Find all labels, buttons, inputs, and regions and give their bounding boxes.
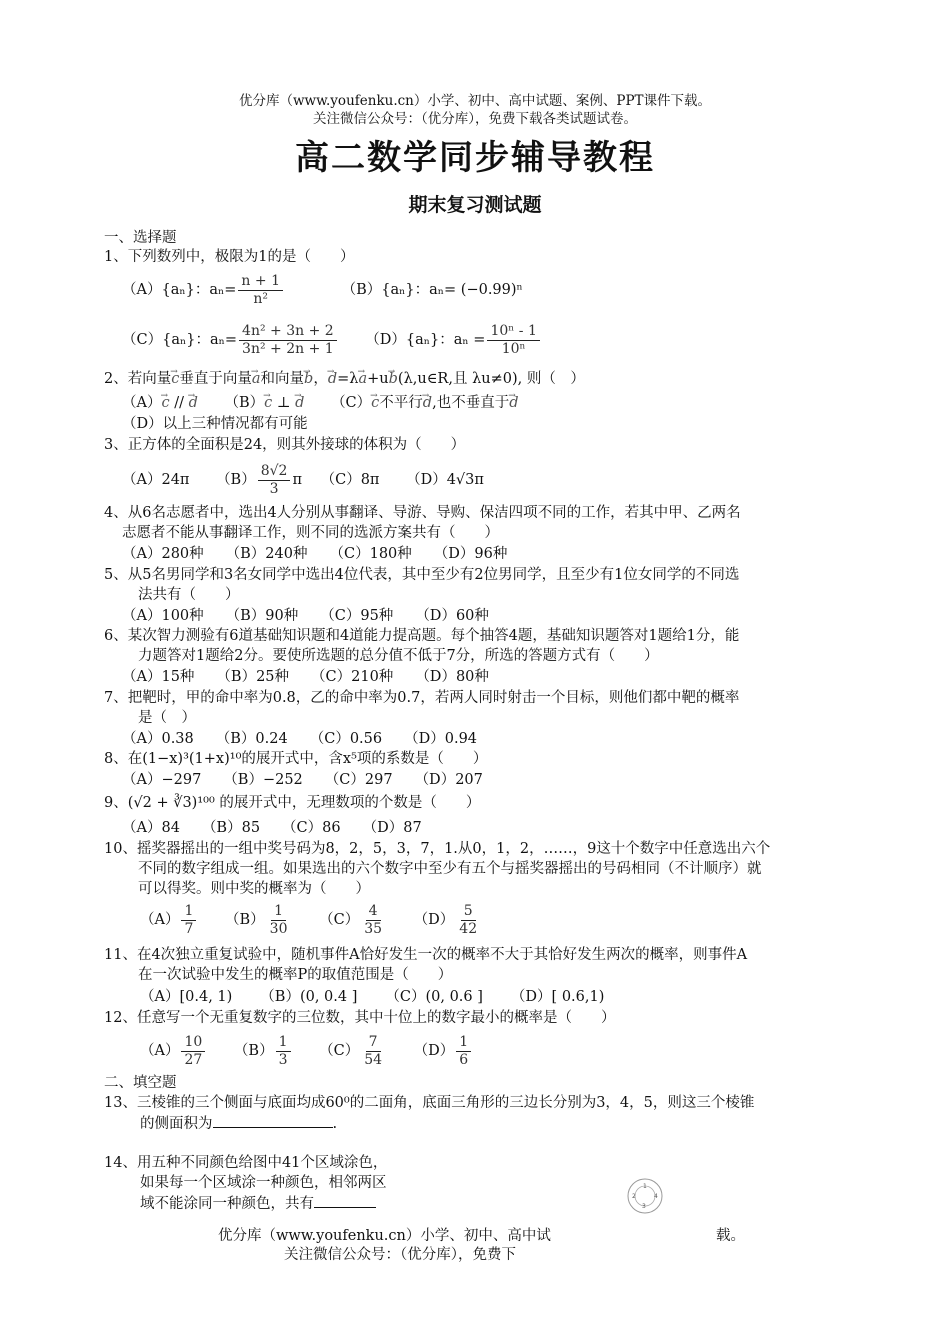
q1-b-option: （B）{aₙ}：aₙ= (−0.99)ⁿ — [341, 282, 523, 298]
header-line-2: 关注微信公众号：（优分库），免费下载各类试题试卷。 — [313, 111, 637, 127]
footer-line-1a: 优分库（www.youfenku.cn）小学、初中、高中试 — [218, 1228, 551, 1244]
q3-stem: 3、正方体的全面积是24，则其外接球的体积为（ ） — [104, 437, 466, 453]
q13-line2: 的侧面积为 . — [140, 1113, 337, 1134]
q14-line3: 域不能涂同一种颜色，共有 — [140, 1193, 376, 1214]
page-subtitle: 期末复习测试题 — [408, 194, 542, 216]
q1-a-label: （A）{aₙ}：aₙ= — [122, 282, 237, 298]
figure-label-2: 2 — [632, 1193, 636, 1200]
q2-stem: 2、若向量→ c垂直于向量→ a和向量→ b，→ d=λ→ a+u→ b(λ,u∈R,且 λu≠0), 则（ ） — [104, 369, 585, 389]
q10-line3: 可以得奖。则中奖的概率为（ ） — [138, 881, 370, 897]
q10-line2: 不同的数字组成一组。如果选出的六个数字中至少有五个与摇奖器摇出的号码相同（不计顺序）就 — [138, 861, 762, 877]
q1-a-fraction: $\frac{n + 1}{\text{n²}}$ — [238, 273, 283, 308]
q3-options: （A）24π （B） $\frac{8√2}{3}$ π （C）8π （D）4√3π — [122, 462, 484, 497]
header-line-1: 优分库（www.youfenku.cn）小学、初中、高中试题、案例、PPT课件下载。 — [238, 93, 712, 109]
q4-line1: 4、从6名志愿者中，选出4人分别从事翻译、导游、导购、保洁四项不同的工作，若其中甲、乙两名 — [104, 505, 741, 521]
q9-stem: 9、(√2 + ∛3)¹⁰⁰ 的展开式中，无理数项的个数是（ ） — [104, 795, 481, 811]
q9-options: （A）84 （B）85 （C）86 （D）87 — [122, 820, 422, 836]
q6-line2: 力题答对1题给2分。要使所选题的总分值不低于7分，所选的答题方式有（ ） — [138, 648, 659, 664]
q4-line2: 志愿者不能从事翻译工作，则不同的选派方案共有（ ） — [122, 525, 499, 541]
q5-line1: 5、从5名男同学和3名女同学中选出4位代表，其中至少有2位男同学，且至少有1位女同学的不同选 — [104, 567, 740, 583]
figure-label-1: 1 — [643, 1183, 647, 1190]
q10-options: （A） $\frac{1}{7}$ （B） $\frac{1}{30}$ （C） $\frac{4}{35}$ （D） $\frac{5}{42}$ — [140, 902, 478, 937]
q12-stem: 12、任意写一个无重复数字的三位数，其中十位上的数字最小的概率是（ ） — [104, 1010, 616, 1026]
q7-options: （A）0.38 （B）0.24 （C）0.56 （D）0.94 — [122, 731, 478, 747]
figure-label-3: 3 — [642, 1203, 646, 1210]
q14-line1: 14、用五种不同颜色给图中41个区域涂色， — [104, 1155, 388, 1171]
q4-options: （A）280种 （B）240种 （C）180种 （D）96种 — [122, 546, 508, 562]
q7-line1: 7、把靶时，甲的命中率为0.8，乙的命中率为0.7，若两人同时射击一个目标，则他们都中靶的概率 — [104, 690, 740, 706]
q5-options: （A）100种 （B）90种 （C）95种 （D）60种 — [122, 608, 489, 624]
q1-options-row2 — [122, 320, 542, 360]
footer-line-2: 关注微信公众号：（优分库），免费下 — [284, 1247, 516, 1263]
q1-c-label: （C）{aₙ}：aₙ= — [122, 332, 238, 348]
q6-line1: 6、某次智力测验有6道基础知识题和4道能力提高题。每个抽答4题，基础知识题答对1题给1分，能 — [104, 628, 740, 644]
q2-option-d: （D）以上三种情况都有可能 — [122, 416, 308, 432]
q2-options-row1: （A）→ c // → d （B）→ c ⊥ → d （C）→ c不平行→ d,也不垂直于→ d — [122, 393, 541, 413]
page-title: 高二数学同步辅导教程 — [295, 138, 655, 178]
section-choice: 一、选择题 — [104, 230, 177, 246]
q1-stem: 1、下列数列中，极限为1的是（ ） — [104, 249, 355, 265]
q13-line1: 13、三棱锥的三个侧面与底面均成60⁰的二面角，底面三角形的三边长分别为3，4，5，则这三个棱锥 — [104, 1095, 755, 1111]
q11-options: （A）[0.4, 1) （B）(0, 0.4 ] （C）(0, 0.6 ] （D）[ 0.6,1) — [140, 989, 605, 1005]
section-fill: 二、填空题 — [104, 1075, 177, 1091]
region-coloring-figure — [624, 1176, 666, 1216]
q6-options: （A）15种 （B）25种 （C）210种 （D）80种 — [122, 669, 489, 685]
q10-line1: 10、摇奖器摇出的一组中奖号码为8，2，5，3，7，1.从0，1，2，……，9这十个数字中任意选出六个 — [104, 841, 771, 857]
figure-label-4: 4 — [654, 1193, 658, 1200]
q11-line2: 在一次试验中发生的概率P的取值范围是（ ） — [138, 967, 453, 983]
q12-options: （A） $\frac{10}{27}$ （B） $\frac{1}{3}$ （C） $\frac{7}{54}$ （D） $\frac{1}{6}$ — [140, 1029, 495, 1073]
q14-answer-blank[interactable] — [314, 1193, 376, 1208]
q8-options: （A）−297 （B）−252 （C）297 （D）207 — [122, 772, 483, 788]
q1-d-label: （D）{aₙ}：aₙ = — [365, 332, 486, 348]
q1-options-row1 — [122, 270, 523, 310]
q1-c-fraction: $\frac{\text{4n² + 3n + 2}}{\text{3n² + 2n + 1}}$ — [239, 323, 337, 358]
q14-line2: 如果每一个区域涂一种颜色，相邻两区 — [140, 1175, 387, 1191]
q11-line1: 11、在4次独立重复试验中，随机事件A恰好发生一次的概率不大于其恰好发生两次的概率，则事件A — [104, 947, 748, 963]
q1-d-fraction: $\frac{\text{10ⁿ - 1}}{\text{10ⁿ}}$ — [487, 323, 539, 358]
footer-line-1b: 载。 — [716, 1228, 745, 1244]
q8-stem: 8、在(1−x)³(1+x)¹⁰的展开式中，含x⁵项的系数是（ ） — [104, 751, 488, 767]
q7-line2: 是（ ） — [138, 710, 196, 726]
q5-line2: 法共有（ ） — [138, 587, 240, 603]
q13-answer-blank[interactable] — [213, 1113, 333, 1128]
